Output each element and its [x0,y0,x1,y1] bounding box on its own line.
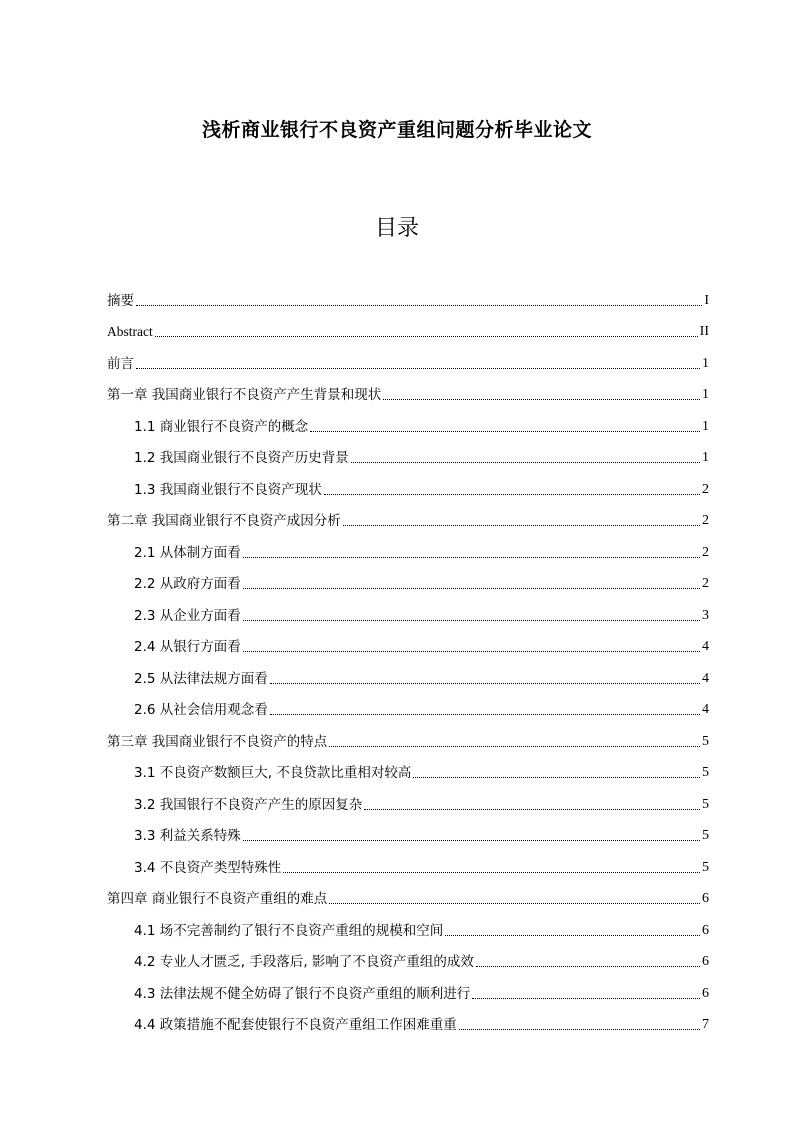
toc-leader-dots [445,934,700,936]
toc-leader-dots [136,304,702,306]
toc-entry-label: 3.3 利益关系特殊 [134,828,241,844]
toc-entry-abstract-en[interactable] [107,309,709,341]
toc-entry-label: 3.1 不良资产数额巨大, 不良贷款比重相对较高 [134,765,412,781]
toc-leader-dots [243,619,700,621]
toc-leader-dots [364,808,700,810]
toc-entry-section-4-3[interactable] [107,970,709,1002]
toc-leader-dots [459,1028,700,1030]
toc-entry-preface[interactable] [107,340,709,372]
toc-entry-section-2-3[interactable] [107,592,709,624]
toc-entry-page: 5 [702,828,709,843]
toc-leader-dots [270,682,700,684]
toc-entry-page: 1 [702,450,709,465]
toc-leader-dots [270,713,700,715]
toc-entry-page: 2 [702,513,709,528]
toc-entry-page: 1 [702,355,709,371]
toc-entry-label: 第二章 我国商业银行不良资产成因分析 [107,513,341,529]
toc-entry-page: 5 [702,733,709,749]
toc-entry-page: 4 [702,702,709,717]
toc-entry-label: 1.2 我国商业银行不良资产历史背景 [134,450,349,466]
toc-leader-dots [243,587,700,589]
toc-entry-page: 5 [702,765,709,780]
toc-entry-page: 6 [702,985,709,1001]
toc-entry-label: 2.1 从体制方面看 [134,544,241,561]
toc-entry-page: 1 [702,387,709,402]
toc-leader-dots [324,493,700,495]
toc-entry-section-2-5[interactable] [107,655,709,687]
toc-entry-abstract-cn[interactable] [107,277,709,309]
toc-entry-label: 4.2 专业人才匮乏, 手段落后, 影响了不良资产重组的成效 [134,954,474,970]
table-of-contents [107,277,709,1033]
toc-leader-dots [243,839,700,841]
toc-entry-page: 3 [702,607,709,623]
toc-entry-label: 第三章 我国商业银行不良资产的特点 [107,733,328,750]
toc-entry-section-2-6[interactable] [107,687,709,719]
toc-entry-label: 2.3 从企业方面看 [134,607,241,624]
toc-leader-dots [343,524,700,526]
toc-entry-chapter-2[interactable] [107,498,709,530]
toc-entry-label: 2.2 从政府方面看 [134,576,241,592]
toc-leader-dots [243,556,700,558]
toc-entry-page: 7 [702,1017,709,1032]
toc-entry-label: 2.6 从社会信用观念看 [134,702,268,718]
toc-entry-section-2-2[interactable] [107,561,709,593]
toc-entry-chapter-4[interactable] [107,876,709,908]
toc-entry-label: 2.5 从法律法规方面看 [134,670,268,687]
toc-leader-dots [310,430,700,432]
document-title: 浅析商业银行不良资产重组问题分析毕业论文 [201,119,592,141]
toc-leader-dots [383,398,700,400]
toc-entry-section-4-1[interactable] [107,907,709,939]
toc-entry-page: 4 [702,670,709,686]
toc-entry-label: 摘要 [107,292,134,309]
toc-entry-section-4-2[interactable] [107,939,709,971]
toc-entry-section-2-4[interactable] [107,624,709,656]
toc-entry-section-3-2[interactable] [107,781,709,813]
toc-entry-section-3-1[interactable] [107,750,709,782]
toc-entry-label: 第四章 商业银行不良资产重组的难点 [107,891,328,907]
toc-entry-section-1-1[interactable] [107,403,709,435]
toc-entry-label: 1.3 我国商业银行不良资产现状 [134,481,322,498]
toc-entry-page: 5 [702,796,709,812]
toc-leader-dots [155,335,698,337]
toc-entry-section-3-4[interactable] [107,844,709,876]
toc-leader-dots [413,776,700,778]
toc-entry-page: 4 [702,639,709,654]
toc-entry-label: 2.4 从银行方面看 [134,639,241,655]
toc-entry-page: 5 [702,859,709,875]
toc-entry-section-1-2[interactable] [107,435,709,467]
toc-heading: 目录 [374,216,419,241]
toc-entry-label: 第一章 我国商业银行不良资产产生背景和现状 [107,387,382,403]
toc-entry-page: 1 [702,418,709,434]
toc-entry-label: 4.4 政策措施不配套使银行不良资产重组工作困难重重 [134,1017,457,1033]
toc-leader-dots [476,965,700,967]
toc-entry-label: 1.1 商业银行不良资产的概念 [134,418,309,435]
toc-entry-section-3-3[interactable] [107,813,709,845]
toc-entry-label: 3.2 我国银行不良资产产生的原因复杂 [134,796,363,813]
toc-leader-dots [243,650,700,652]
toc-entry-section-4-4[interactable] [107,1002,709,1034]
toc-entry-chapter-3[interactable] [107,718,709,750]
toc-entry-section-1-3[interactable] [107,466,709,498]
toc-entry-chapter-1[interactable] [107,372,709,404]
toc-entry-page: I [704,292,709,308]
toc-leader-dots [329,745,700,747]
toc-entry-label: 4.3 法律法规不健全妨碍了银行不良资产重组的顺利进行 [134,985,471,1002]
toc-entry-page: 6 [702,922,709,938]
toc-leader-dots [329,902,700,904]
toc-entry-label: Abstract [107,324,153,339]
toc-entry-page: 6 [702,954,709,969]
toc-leader-dots [472,997,700,999]
toc-leader-dots [136,367,700,369]
toc-entry-label: 3.4 不良资产类型特殊性 [134,859,282,876]
toc-entry-section-2-1[interactable] [107,529,709,561]
toc-entry-page: 2 [702,544,709,560]
toc-entry-label: 前言 [107,355,134,372]
toc-entry-page: 2 [702,576,709,591]
toc-entry-page: 6 [702,891,709,906]
toc-entry-label: 4.1 场不完善制约了银行不良资产重组的规模和空间 [134,922,444,939]
toc-leader-dots [351,461,700,463]
toc-leader-dots [283,871,700,873]
toc-entry-page: 2 [702,481,709,497]
toc-entry-page: II [699,324,709,339]
